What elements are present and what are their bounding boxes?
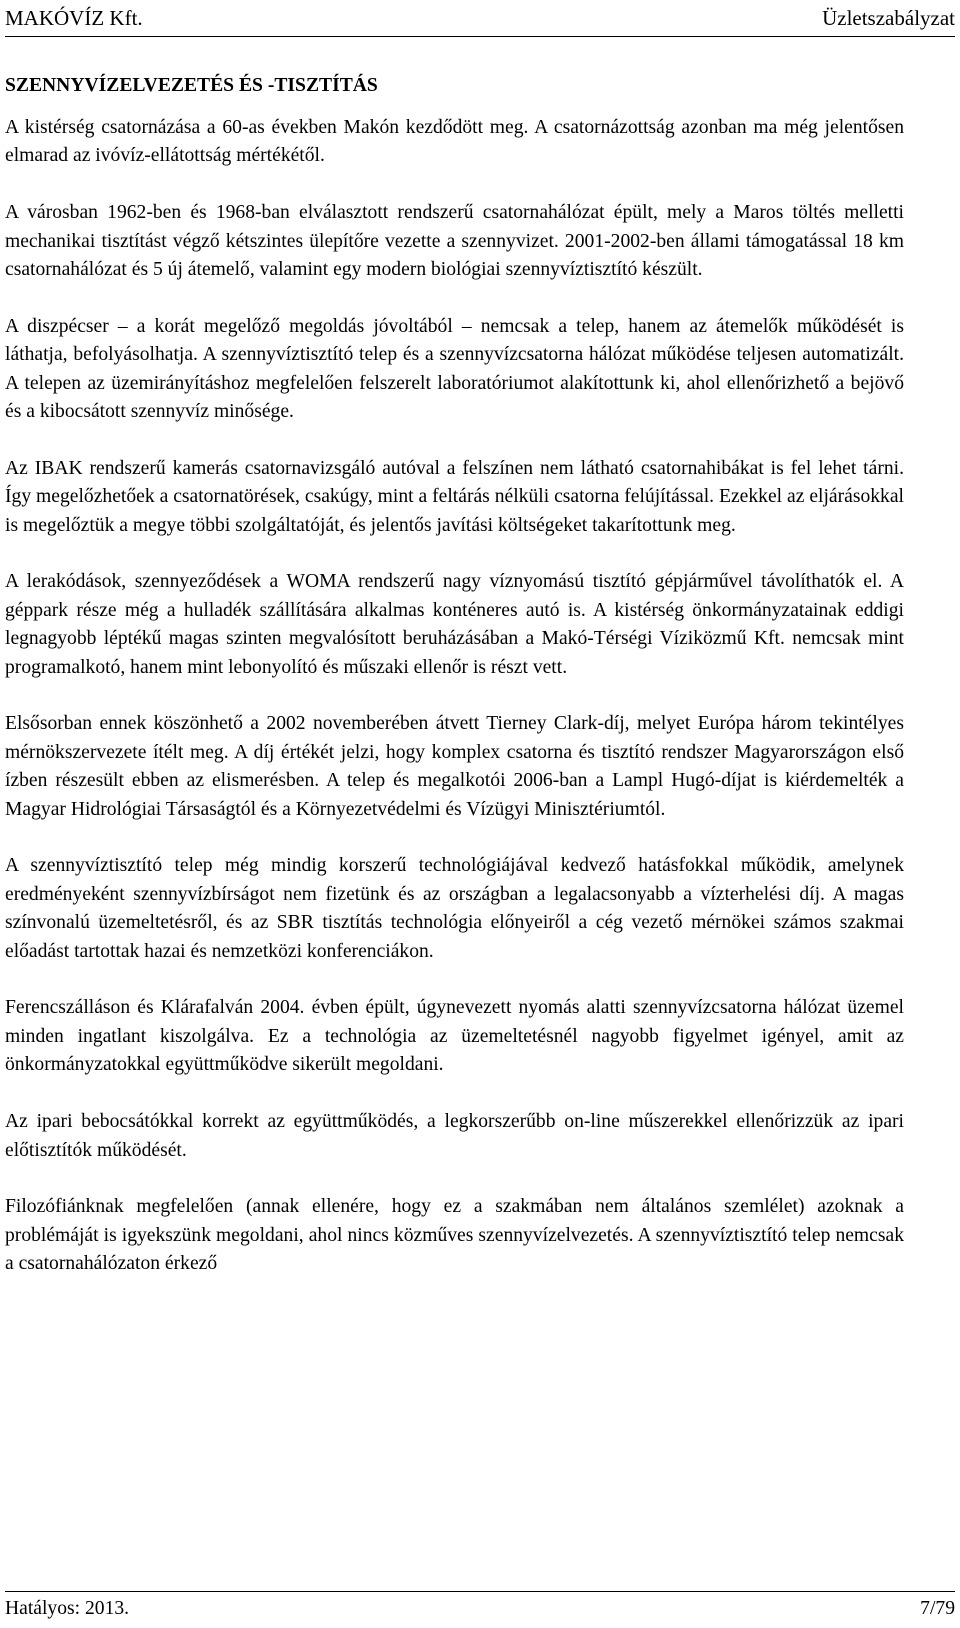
paragraph-3: A diszpécser – a korát megelőző megoldás jóvoltából – nemcsak a telep, hanem az átemelők működését is láthatja, befolyásolhatja. A szennyvíztisztító telep és a szennyvízcsatorna hálózat működése teljesen automatizált. A telepen az üzemirányításhoz megfelelően felszerelt laboratóriumot alakítottunk ki, ahol ellenőrizhető a bejövő és a kibocsátott szennyvíz minősége. xyxy=(5,315,904,423)
footer-page-number: 7/79 xyxy=(920,1598,955,1619)
section-title: SZENNYVÍZELVEZETÉS ÉS -TISZTÍTÁS xyxy=(5,75,378,96)
page-footer xyxy=(5,1591,955,1622)
footer-effective-date: Hatályos: 2013. xyxy=(5,1598,130,1619)
page-content xyxy=(5,72,904,1279)
header-company-name: MAKÓVÍZ Kft. xyxy=(5,6,143,30)
paragraph-1: A kistérség csatornázása a 60-as években Makón kezdődött meg. A csatornázottság azonban ma még jelentősen elmarad az ivóvíz-ellátottság mértékétől. xyxy=(5,117,904,167)
paragraph-7: A szennyvíztisztító telep még mindig korszerű technológiájával kedvező hatásfokkal működik, amelynek eredményeként szennyvízbírságot nem fizetünk és az országban a legalacsonyabb a vízterhelési díj. A magas színvonalú üzemeltetésről, és az SBR tisztítás technológia előnyeiről a cég vezető mérnökei számos szakmai előadást tartottak hazai és nemzetközi konferenciákon. xyxy=(5,855,904,962)
paragraph-8: Ferencszálláson és Klárafalván 2004. évben épült, úgynevezett nyomás alatti szennyvízcsatorna hálózat üzemel minden ingatlant kiszolgálva. Ez a technológia az üzemeltetésnél nagyobb figyelmet igényel, amit az önkormányzatokkal együttműködve sikerült megoldani. xyxy=(5,997,904,1076)
paragraph-6: Elsősorban ennek köszönhető a 2002 novemberében átvett Tierney Clark-díj, melyet Európa három tekintélyes mérnökszervezete ítélt meg. A díj értékét jelzi, hogy komplex csatorna és tisztító rendszer Magyarországon első ízben részesült ebben az elismerésben. A telep és megalkotói 2006-ban a Lampl Hugó-díjat is kiérdemelték a Magyar Hidrológiai Társaságtól és a Környezetvédelmi és Vízügyi Minisztériumtól. xyxy=(5,713,904,820)
paragraph-9: Az ipari bebocsátókkal korrekt az együttműködés, a legkorszerűbb on-line műszerekkel ellenőrizzük az ipari előtisztítók működését. xyxy=(5,1111,904,1161)
paragraph-5: A lerakódások, szennyeződések a WOMA rendszerű nagy víznyomású tisztító gépjárművel távolíthatók el. A géppark része még a hulladék szállítására alkalmas konténeres autó is. A kistérség önkormányzatainak eddigi legnagyobb léptékű magas szinten megvalósított beruházásában a Makó-Térségi Víziközmű Kft. nemcsak mint programalkotó, hanem mint lebonyolító és műszaki ellenőr is részt vett. xyxy=(5,571,904,678)
header-document-title: Üzletszabályzat xyxy=(822,6,955,30)
page-header xyxy=(5,4,955,37)
paragraph-2: A városban 1962-ben és 1968-ban elválasztott rendszerű csatornahálózat épült, mely a Maros töltés melletti mechanikai tisztítást végző kétszintes ülepítőre vezette a szennyvizet. 2001-2002-ben állami támogatással 18 km csatornahálózat és 5 új átemelő, valamint egy modern biológiai szennyvíztisztító készült. xyxy=(5,202,904,281)
paragraph-4: Az IBAK rendszerű kamerás csatornavizsgáló autóval a felszínen nem látható csatornahibákat is fel lehet tárni. Így megelőzhetőek a csatornatörések, csakúgy, mint a feltárás nélküli csatorna felújítással. Ezekkel az eljárásokkal is megelőztük a megye többi szolgáltatóját, és jelentős javítási költségeket takarítottunk meg. xyxy=(5,457,904,536)
paragraph-10: Filozófiánknak megfelelően (annak ellenére, hogy ez a szakmában nem általános szemlélet) azoknak a problémáját is igyekszünk megoldani, ahol nincs közműves szennyvízelvezetés. A szennyvíztisztító telep nemcsak a csatornahálózaton érkező xyxy=(5,1196,904,1275)
